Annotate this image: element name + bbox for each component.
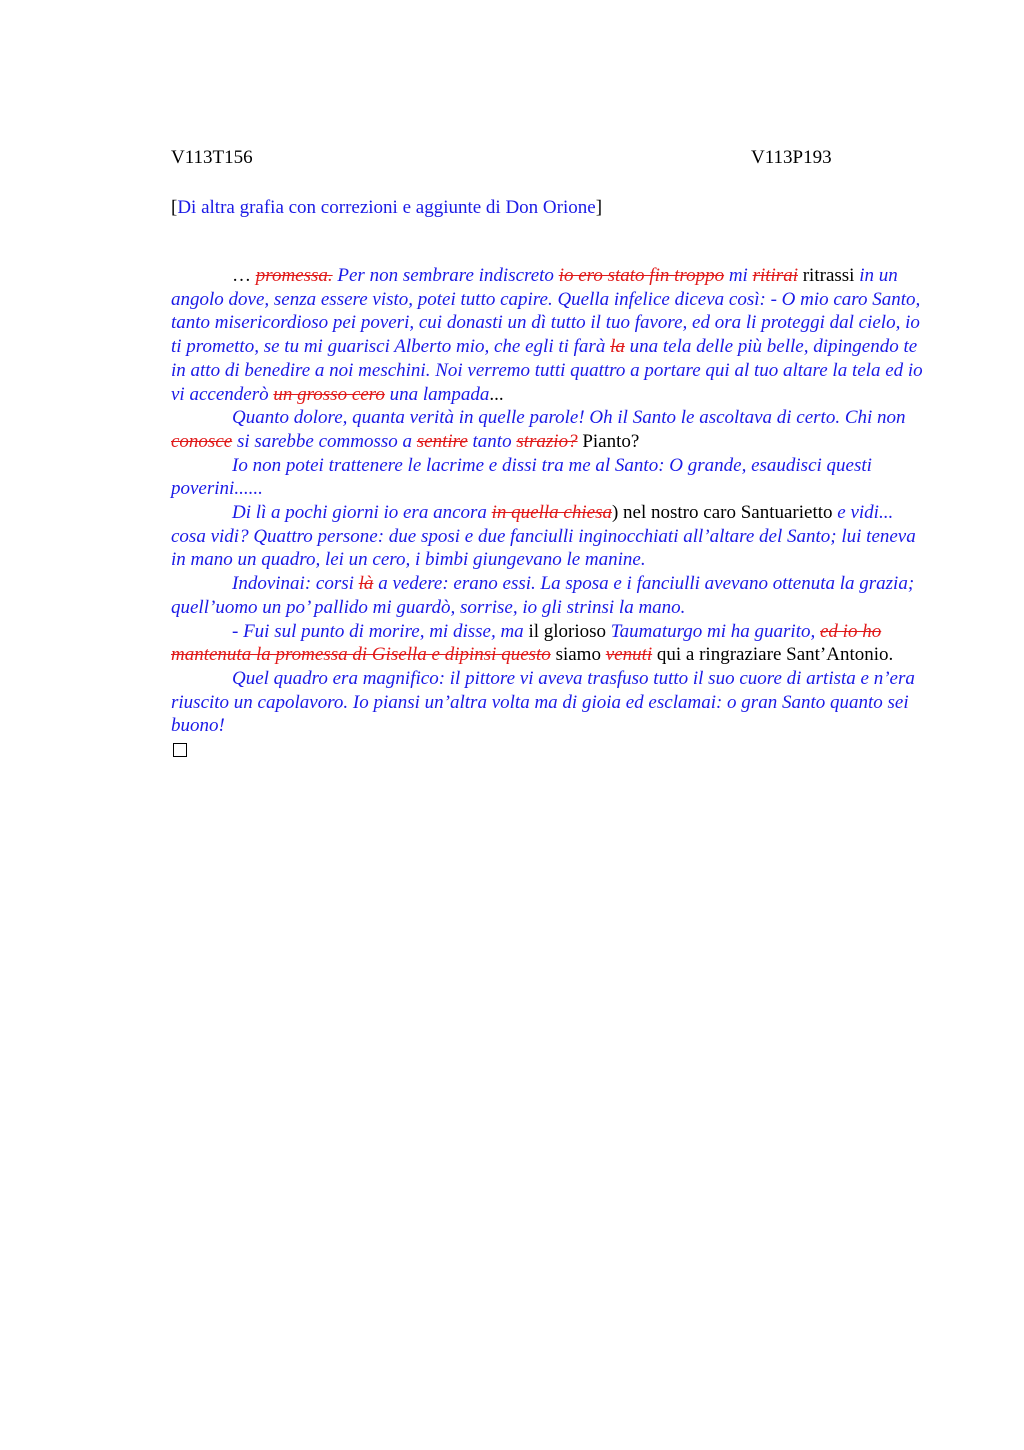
deleted-text: sentire [416,430,468,452]
added-text: Taumaturgo mi ha guarito, [610,620,820,642]
paragraph-7 [171,667,931,738]
deleted-text: io ero stato fin troppo [558,265,725,286]
empty-square-icon [173,743,187,757]
added-text: Io non potei trattenere le lacrime e dissi tra me al Santo: O grande, esaudisci questi poverini...... [171,454,872,500]
paragraph-6 [171,620,931,667]
deleted-text: un grosso cero [273,383,385,405]
deleted-text: strazio? [516,430,578,452]
added-text: Indovinai: corsi [232,573,359,595]
document-page [171,145,931,757]
original-text: ... [489,383,504,405]
ellipsis: … [232,265,256,286]
added-text: tanto [467,430,517,452]
deleted-text: venuti [605,644,653,666]
original-text: ritrassi [797,265,855,286]
paragraph-5 [171,572,931,619]
paragraph-1 [171,264,931,406]
original-text: Pianto? [577,430,640,452]
deleted-text: ed io ho mantenuta la promessa di Gisella e dipinsi questo [171,620,882,666]
added-text: si sarebbe commosso a [232,430,417,452]
editorial-note [171,195,931,221]
original-text: ) nel nostro caro Santuarietto [611,502,833,524]
original-text: il glorioso [523,620,611,642]
deleted-text: la [610,336,625,358]
note-text: Di altra grafia con correzioni e aggiunte di Don Orione [177,197,596,218]
original-text: siamo [550,644,606,666]
deleted-text: in quella chiesa [491,502,612,524]
added-text: Per non sembrare indiscreto [332,265,559,286]
deleted-text: promessa. [255,265,333,286]
added-text: Quanto dolore, quanta verità in quelle parole! Oh il Santo le ascoltava di certo. Chi non [232,407,906,429]
volume-code-left: V113T156 [171,147,253,168]
paragraph-2 [171,406,931,453]
note-close-bracket: ] [595,197,603,218]
paragraph-4 [171,501,931,572]
deleted-text: là [358,573,374,595]
header [171,145,931,171]
paragraph-3 [171,454,931,501]
document-body [171,264,931,757]
volume-code-right: V113P193 [751,147,832,168]
added-text: Di lì a pochi giorni io era ancora [232,502,492,524]
added-text: mi [724,265,753,286]
deleted-text: ritirai [752,265,798,286]
added-text: una tela delle più belle, dipingendo te in atto di benedire a noi meschini. Noi verremo tutti quattro a portare qui al tuo altare la tela ed io vi accenderò [171,336,923,405]
original-text: qui a ringraziare Sant’Antonio. [652,644,894,666]
added-text: - Fui sul punto di morire, mi disse, ma [232,620,524,642]
added-text: in un angolo dove, senza essere visto, potei tutto capire. Quella infelice diceva così: - O mio caro Santo, tanto misericordioso pei poveri, cui donasti un dì tutto il tuo favore, ed ora li proteggi dal cielo, io ti prometto, se tu mi guarisci Alberto mio, che egli ti farà [171,265,921,358]
added-text: Quel quadro era magnifico: il pittore vi aveva trasfuso tutto il suo cuore di artista e n’era riuscito un capolavoro. Io piansi un’altra volta ma di gioia ed esclamai: o gran Santo quanto sei buono! [171,667,915,737]
note-open-bracket: [ [171,197,178,218]
deleted-text: conosce [171,430,233,452]
added-text: una lampada [384,383,490,405]
added-text: a vedere: erano essi. La sposa e i fanciulli avevano ottenuta la grazia; quell’uomo un po’ pallido mi guardò, sorrise, io gli strinsi la mano. [171,573,915,618]
added-text: e vidi... cosa vidi? Quattro persone: due sposi e due fanciulli inginocchiati all’altare del Santo; lui teneva in mano un quadro, lei un cero, i bimbi giungevano le manine. [171,502,916,571]
